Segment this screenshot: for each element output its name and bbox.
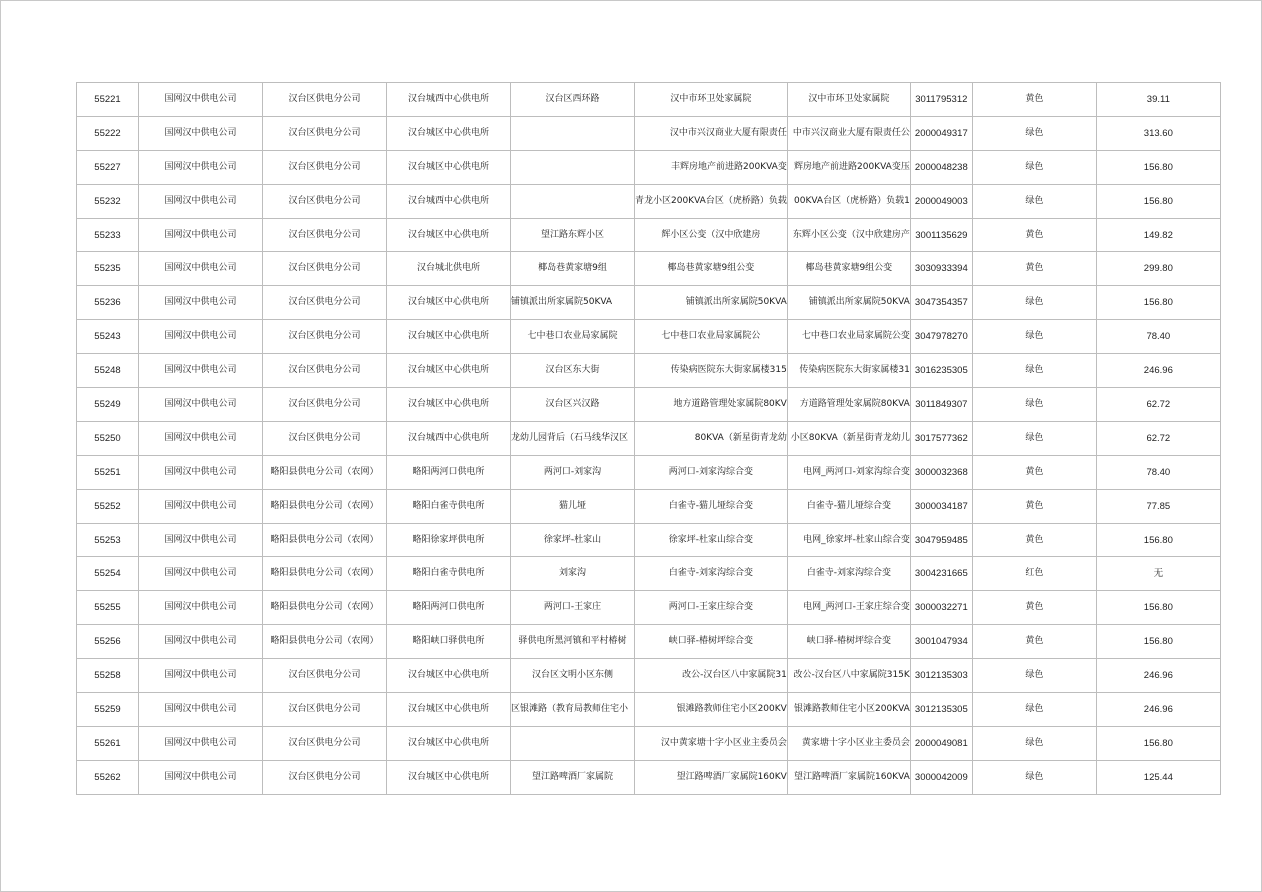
company-cell: 国网汉中供电公司: [139, 116, 263, 150]
amount-cell: 156.80: [1096, 591, 1220, 625]
branch-cell: 汉台区供电分公司: [263, 421, 387, 455]
location-cell: 椰岛巷黄家塘9组: [511, 252, 635, 286]
branch-cell: 汉台区供电分公司: [263, 659, 387, 693]
company-cell: 国网汉中供电公司: [139, 523, 263, 557]
record-id-cell: 55233: [77, 218, 139, 252]
account-number-cell: 3004231665: [910, 557, 972, 591]
record-id-cell: 55254: [77, 557, 139, 591]
account-number-cell: 2000049003: [910, 184, 972, 218]
record-id-cell: 55255: [77, 591, 139, 625]
transformer-full-name-cell: 00KVA台区（虎桥路）负载1: [787, 184, 910, 218]
amount-cell: 299.80: [1096, 252, 1220, 286]
transformer-full-name-cell: 望江路啤酒厂家属院160KVA: [787, 760, 910, 794]
location-cell: 龙幼儿园背后（石马线华汉区: [511, 421, 635, 455]
amount-cell: 156.80: [1096, 150, 1220, 184]
branch-cell: 汉台区供电分公司: [263, 218, 387, 252]
station-cell: 汉台城区中心供电所: [387, 760, 511, 794]
branch-cell: 汉台区供电分公司: [263, 388, 387, 422]
table-row: [77, 693, 1221, 727]
account-number-cell: 3017577362: [910, 421, 972, 455]
status-color-cell: 黄色: [972, 489, 1096, 523]
location-cell: 猫儿垭: [511, 489, 635, 523]
location-cell: [511, 150, 635, 184]
company-cell: 国网汉中供电公司: [139, 388, 263, 422]
location-cell: 汉台区西环路: [511, 83, 635, 117]
account-number-cell: 3011849307: [910, 388, 972, 422]
transformer-full-name-cell: 峡口驿-椿树坪综合变: [787, 625, 910, 659]
transformer-full-name-cell: 白雀寺-猫儿垭综合变: [787, 489, 910, 523]
status-color-cell: 黄色: [972, 523, 1096, 557]
branch-cell: 略阳县供电分公司（农网）: [263, 489, 387, 523]
branch-cell: 略阳县供电分公司（农网）: [263, 591, 387, 625]
status-color-cell: 绿色: [972, 354, 1096, 388]
status-color-cell: 绿色: [972, 388, 1096, 422]
record-id-cell: 55243: [77, 320, 139, 354]
company-cell: 国网汉中供电公司: [139, 320, 263, 354]
amount-cell: 78.40: [1096, 320, 1220, 354]
transformer-name-cell: 辉小区公变（汉中欣建房: [635, 218, 788, 252]
status-color-cell: 红色: [972, 557, 1096, 591]
table-body: [77, 83, 1221, 795]
amount-cell: 125.44: [1096, 760, 1220, 794]
transformer-name-cell: 80KVA（新星街青龙幼: [635, 421, 788, 455]
transformer-full-name-cell: 电网_两河口-王家庄综合变: [787, 591, 910, 625]
account-number-cell: 3012135305: [910, 693, 972, 727]
station-cell: 略阳白雀寺供电所: [387, 489, 511, 523]
station-cell: 略阳峡口驿供电所: [387, 625, 511, 659]
account-number-cell: 3001135629: [910, 218, 972, 252]
record-id-cell: 55221: [77, 83, 139, 117]
transformer-name-cell: 传染病医院东大街家属楼315: [635, 354, 788, 388]
location-cell: 望江路东辉小区: [511, 218, 635, 252]
station-cell: 略阳白雀寺供电所: [387, 557, 511, 591]
amount-cell: 156.80: [1096, 523, 1220, 557]
company-cell: 国网汉中供电公司: [139, 218, 263, 252]
table-row: [77, 455, 1221, 489]
record-id-cell: 55251: [77, 455, 139, 489]
transformer-full-name-cell: 辉房地产前进路200KVA变压: [787, 150, 910, 184]
record-id-cell: 55258: [77, 659, 139, 693]
transformer-name-cell: 椰岛巷黄家塘9组公变: [635, 252, 788, 286]
location-cell: 两河口-王家庄: [511, 591, 635, 625]
transformer-name-cell: 青龙小区200KVA台区（虎桥路）负载: [635, 184, 788, 218]
record-id-cell: 55252: [77, 489, 139, 523]
status-color-cell: 绿色: [972, 760, 1096, 794]
company-cell: 国网汉中供电公司: [139, 286, 263, 320]
transformer-full-name-cell: 白雀寺-刘家沟综合变: [787, 557, 910, 591]
table-row: [77, 557, 1221, 591]
record-id-cell: 55248: [77, 354, 139, 388]
amount-cell: 246.96: [1096, 354, 1220, 388]
company-cell: 国网汉中供电公司: [139, 184, 263, 218]
transformer-name-cell: 汉中市环卫处家属院: [635, 83, 788, 117]
location-cell: 徐家坪-杜家山: [511, 523, 635, 557]
record-id-cell: 55262: [77, 760, 139, 794]
branch-cell: 汉台区供电分公司: [263, 760, 387, 794]
transformer-full-name-cell: 椰岛巷黄家塘9组公变: [787, 252, 910, 286]
amount-cell: 156.80: [1096, 286, 1220, 320]
company-cell: 国网汉中供电公司: [139, 489, 263, 523]
account-number-cell: 3047354357: [910, 286, 972, 320]
record-id-cell: 55256: [77, 625, 139, 659]
location-cell: 驿供电所黑河镇和平村椿树: [511, 625, 635, 659]
table-row: [77, 523, 1221, 557]
account-number-cell: 3011795312: [910, 83, 972, 117]
table-row: [77, 184, 1221, 218]
table-row: [77, 252, 1221, 286]
location-cell: 刘家沟: [511, 557, 635, 591]
branch-cell: 略阳县供电分公司（农网）: [263, 523, 387, 557]
station-cell: 汉台城区中心供电所: [387, 218, 511, 252]
station-cell: 汉台城区中心供电所: [387, 320, 511, 354]
company-cell: 国网汉中供电公司: [139, 760, 263, 794]
location-cell: 汉台区兴汉路: [511, 388, 635, 422]
location-cell: 两河口-刘家沟: [511, 455, 635, 489]
account-number-cell: 3000034187: [910, 489, 972, 523]
account-number-cell: 3030933394: [910, 252, 972, 286]
transformer-full-name-cell: 银滩路教师住宅小区200KVA: [787, 693, 910, 727]
company-cell: 国网汉中供电公司: [139, 252, 263, 286]
amount-cell: 246.96: [1096, 659, 1220, 693]
record-id-cell: 55250: [77, 421, 139, 455]
transformer-full-name-cell: 中市兴汉商业大厦有限责任公: [787, 116, 910, 150]
transformer-name-cell: 改公-汉台区八中家属院31: [635, 659, 788, 693]
status-color-cell: 黄色: [972, 83, 1096, 117]
status-color-cell: 黄色: [972, 218, 1096, 252]
station-cell: 汉台城西中心供电所: [387, 421, 511, 455]
table-row: [77, 116, 1221, 150]
amount-cell: 39.11: [1096, 83, 1220, 117]
location-cell: 铺镇派出所家属院50KVA: [511, 286, 635, 320]
transformer-name-cell: 汉中市兴汉商业大厦有限责任: [635, 116, 788, 150]
table-row: [77, 320, 1221, 354]
amount-cell: 77.85: [1096, 489, 1220, 523]
station-cell: 汉台城区中心供电所: [387, 150, 511, 184]
transformer-full-name-cell: 小区80KVA（新星街青龙幼儿: [787, 421, 910, 455]
account-number-cell: 3000032368: [910, 455, 972, 489]
transformer-name-cell: 地方道路管理处家属院80KV: [635, 388, 788, 422]
table-row: [77, 388, 1221, 422]
account-number-cell: 3012135303: [910, 659, 972, 693]
location-cell: 汉台区东大街: [511, 354, 635, 388]
status-color-cell: 绿色: [972, 150, 1096, 184]
station-cell: 汉台城区中心供电所: [387, 354, 511, 388]
status-color-cell: 绿色: [972, 659, 1096, 693]
location-cell: [511, 116, 635, 150]
station-cell: 汉台城区中心供电所: [387, 388, 511, 422]
company-cell: 国网汉中供电公司: [139, 354, 263, 388]
branch-cell: 略阳县供电分公司（农网）: [263, 625, 387, 659]
transformer-name-cell: 望江路啤酒厂家属院160KV: [635, 760, 788, 794]
transformer-full-name-cell: 东辉小区公变（汉中欣建房产: [787, 218, 910, 252]
station-cell: 汉台城区中心供电所: [387, 726, 511, 760]
table-row: [77, 625, 1221, 659]
transformer-name-cell: 峡口驿-椿树坪综合变: [635, 625, 788, 659]
table-row: [77, 591, 1221, 625]
transformer-name-cell: 两河口-刘家沟综合变: [635, 455, 788, 489]
account-number-cell: 3000032271: [910, 591, 972, 625]
transformer-full-name-cell: 铺镇派出所家属院50KVA: [787, 286, 910, 320]
transformer-name-cell: 七中巷口农业局家属院公: [635, 320, 788, 354]
status-color-cell: 绿色: [972, 726, 1096, 760]
status-color-cell: 黄色: [972, 252, 1096, 286]
account-number-cell: 3016235305: [910, 354, 972, 388]
amount-cell: 246.96: [1096, 693, 1220, 727]
record-id-cell: 55249: [77, 388, 139, 422]
amount-cell: 无: [1096, 557, 1220, 591]
transformer-full-name-cell: 传染病医院东大街家属楼31: [787, 354, 910, 388]
amount-cell: 156.80: [1096, 726, 1220, 760]
record-id-cell: 55227: [77, 150, 139, 184]
station-cell: 汉台城区中心供电所: [387, 286, 511, 320]
transformer-name-cell: 丰辉房地产前进路200KVA变: [635, 150, 788, 184]
transformer-full-name-cell: 七中巷口农业局家属院公变: [787, 320, 910, 354]
amount-cell: 156.80: [1096, 184, 1220, 218]
record-id-cell: 55232: [77, 184, 139, 218]
station-cell: 汉台城西中心供电所: [387, 83, 511, 117]
branch-cell: 汉台区供电分公司: [263, 116, 387, 150]
branch-cell: 汉台区供电分公司: [263, 354, 387, 388]
amount-cell: 149.82: [1096, 218, 1220, 252]
status-color-cell: 绿色: [972, 286, 1096, 320]
branch-cell: 汉台区供电分公司: [263, 726, 387, 760]
branch-cell: 汉台区供电分公司: [263, 150, 387, 184]
amount-cell: 78.40: [1096, 455, 1220, 489]
transformer-full-name-cell: 电网_两河口-刘家沟综合变: [787, 455, 910, 489]
account-number-cell: 3000042009: [910, 760, 972, 794]
branch-cell: 汉台区供电分公司: [263, 184, 387, 218]
table-row: [77, 150, 1221, 184]
data-table: [76, 82, 1221, 795]
company-cell: 国网汉中供电公司: [139, 625, 263, 659]
company-cell: 国网汉中供电公司: [139, 726, 263, 760]
status-color-cell: 绿色: [972, 184, 1096, 218]
transformer-full-name-cell: 黄家塘十字小区业主委员会: [787, 726, 910, 760]
branch-cell: 略阳县供电分公司（农网）: [263, 557, 387, 591]
record-id-cell: 55261: [77, 726, 139, 760]
branch-cell: 汉台区供电分公司: [263, 83, 387, 117]
account-number-cell: 2000049317: [910, 116, 972, 150]
account-number-cell: 2000049081: [910, 726, 972, 760]
transformer-full-name-cell: 方道路管理处家属院80KVA: [787, 388, 910, 422]
station-cell: 略阳徐家坪供电所: [387, 523, 511, 557]
company-cell: 国网汉中供电公司: [139, 659, 263, 693]
station-cell: 汉台城区中心供电所: [387, 116, 511, 150]
company-cell: 国网汉中供电公司: [139, 693, 263, 727]
station-cell: 汉台城区中心供电所: [387, 659, 511, 693]
table-row: [77, 286, 1221, 320]
branch-cell: 汉台区供电分公司: [263, 252, 387, 286]
table-row: [77, 218, 1221, 252]
location-cell: 望江路啤酒厂家属院: [511, 760, 635, 794]
transformer-name-cell: 白雀寺-猫儿垭综合变: [635, 489, 788, 523]
status-color-cell: 绿色: [972, 693, 1096, 727]
transformer-name-cell: 徐家坪-杜家山综合变: [635, 523, 788, 557]
branch-cell: 汉台区供电分公司: [263, 320, 387, 354]
account-number-cell: 2000048238: [910, 150, 972, 184]
amount-cell: 62.72: [1096, 421, 1220, 455]
status-color-cell: 绿色: [972, 116, 1096, 150]
table-row: [77, 421, 1221, 455]
station-cell: 汉台城北供电所: [387, 252, 511, 286]
transformer-name-cell: 白雀寺-刘家沟综合变: [635, 557, 788, 591]
transformer-full-name-cell: 汉中市环卫处家属院: [787, 83, 910, 117]
branch-cell: 汉台区供电分公司: [263, 286, 387, 320]
record-id-cell: 55253: [77, 523, 139, 557]
company-cell: 国网汉中供电公司: [139, 455, 263, 489]
location-cell: 汉台区文明小区东侧: [511, 659, 635, 693]
amount-cell: 62.72: [1096, 388, 1220, 422]
location-cell: 七中巷口农业局家属院: [511, 320, 635, 354]
company-cell: 国网汉中供电公司: [139, 421, 263, 455]
company-cell: 国网汉中供电公司: [139, 591, 263, 625]
record-id-cell: 55235: [77, 252, 139, 286]
branch-cell: 汉台区供电分公司: [263, 693, 387, 727]
table-row: [77, 726, 1221, 760]
transformer-full-name-cell: 改公-汉台区八中家属院315K: [787, 659, 910, 693]
status-color-cell: 黄色: [972, 625, 1096, 659]
table-row: [77, 354, 1221, 388]
transformer-name-cell: 汉中黄家塘十字小区业主委员会: [635, 726, 788, 760]
record-id-cell: 55236: [77, 286, 139, 320]
record-id-cell: 55222: [77, 116, 139, 150]
amount-cell: 156.80: [1096, 625, 1220, 659]
status-color-cell: 黄色: [972, 591, 1096, 625]
company-cell: 国网汉中供电公司: [139, 150, 263, 184]
table-row: [77, 659, 1221, 693]
transformer-name-cell: 铺镇派出所家属院50KVA: [635, 286, 788, 320]
table-row: [77, 489, 1221, 523]
station-cell: 略阳两河口供电所: [387, 455, 511, 489]
location-cell: [511, 726, 635, 760]
transformer-full-name-cell: 电网_徐家坪-杜家山综合变: [787, 523, 910, 557]
location-cell: [511, 184, 635, 218]
status-color-cell: 绿色: [972, 320, 1096, 354]
status-color-cell: 黄色: [972, 455, 1096, 489]
record-id-cell: 55259: [77, 693, 139, 727]
account-number-cell: 3047978270: [910, 320, 972, 354]
amount-cell: 313.60: [1096, 116, 1220, 150]
location-cell: 区银滩路（教育局教师住宅小: [511, 693, 635, 727]
table-row: [77, 760, 1221, 794]
status-color-cell: 绿色: [972, 421, 1096, 455]
station-cell: 略阳两河口供电所: [387, 591, 511, 625]
transformer-name-cell: 银滩路教师住宅小区200KV: [635, 693, 788, 727]
transformer-name-cell: 两河口-王家庄综合变: [635, 591, 788, 625]
account-number-cell: 3001047934: [910, 625, 972, 659]
company-cell: 国网汉中供电公司: [139, 83, 263, 117]
company-cell: 国网汉中供电公司: [139, 557, 263, 591]
station-cell: 汉台城西中心供电所: [387, 184, 511, 218]
station-cell: 汉台城区中心供电所: [387, 693, 511, 727]
account-number-cell: 3047959485: [910, 523, 972, 557]
branch-cell: 略阳县供电分公司（农网）: [263, 455, 387, 489]
table-row: [77, 83, 1221, 117]
